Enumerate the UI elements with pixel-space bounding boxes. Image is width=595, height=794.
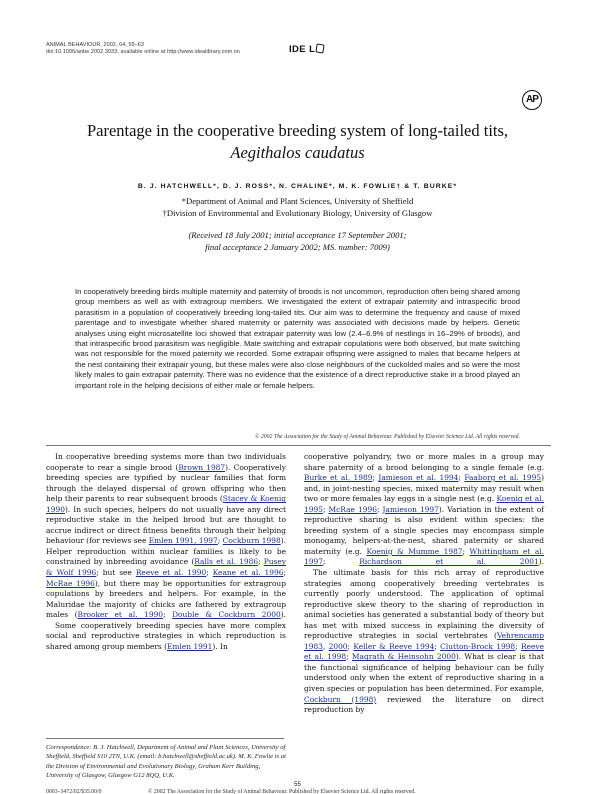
correspondence-note: Correspondence: B. J. Hatchwell, Department of Animal and Plant Sciences, University of Sheffield, Sheffield S10 2TN, U.K. (email: b.hatchwell@sheffield.ac.uk). M. K. Fowlie is at the Division of Environmental and Evolutionary Biology, Graham Kerr Building, University of Glasgow, Glasgow G12 8QQ, U.K. xyxy=(46,744,286,780)
citation-link[interactable]: Clutton-Brock 1998 xyxy=(440,641,516,651)
citation-link[interactable]: Whittingham et al. 1997 xyxy=(304,546,545,567)
citation-link[interactable]: Koenig & Mumme 1987 xyxy=(366,546,463,556)
authors: B. J. HATCHWELL*, D. J. ROSS*, N. CHALINE*, M. K. FOWLIE† & T. BURKE* xyxy=(137,183,458,190)
body-text: ; xyxy=(163,610,173,620)
body-text: ; xyxy=(283,568,286,578)
body-text: ; xyxy=(322,504,329,514)
footer-code: 0003–3472/02/$35.00/0 xyxy=(46,789,102,794)
body-text: ). In such species, helpers do not usually have any direct reproductive stake in the helped brood but are thought to accrue indirect or direct fitness benefits through their helping behaviour (for reviews see xyxy=(46,504,286,546)
body-text: ; xyxy=(258,557,264,567)
body-text: ), but there may be opportunities for extragroup copulations by breeders and helpers. For example, in the Maluridae the majority of chicks are fathered by extragroup males ( xyxy=(46,578,286,620)
citation-link[interactable]: Reeve et al. 1990 xyxy=(135,568,207,578)
body-text: ; xyxy=(515,641,521,651)
body-text: ). xyxy=(280,610,286,620)
body-text: ; xyxy=(462,546,470,556)
ap-logo: AP xyxy=(522,90,542,110)
affiliation-2: †Division of Environmental and Evolutionary Biology, University of Glasgow xyxy=(162,208,433,218)
citation-link[interactable]: Cockburn (1998) xyxy=(304,694,377,704)
title-species: Aegithalos caudatus xyxy=(230,143,365,162)
citation-link[interactable]: Vehrencamp 1983 xyxy=(304,631,544,651)
citation-link[interactable]: McRae 1996 xyxy=(46,578,95,588)
citation-link[interactable]: Emlen 1991, 1997 xyxy=(148,536,218,546)
body-text: The ultimate basis for this rich array of reproductive strategies among cooperatively breeding vertebrates is currently poorly understood. The application of optimal reproductive skew theory to the sharing of reproduction in animal societies has generated a substantial body of theory but has met with mixed success in explaining the diversity of reproductive strategies in social vertebrates ( xyxy=(304,568,544,641)
body-text: ). What is clear is that the functional significance of helping behaviour can be fully understood only when the extent of reproductive sharing in a given species or population has been determined. For example, xyxy=(304,652,544,694)
body-text: ). Variation in the extent of reproductive sharing is also evident within species: the breeding system of a single species may encompass simple monogamy, helpers-at-the-nest, shared paternity or shared maternity (e.g. xyxy=(304,504,544,556)
body-text: ; but see xyxy=(96,568,136,578)
citation-link[interactable]: Pusey & Wolf 1996 xyxy=(46,557,286,578)
citation-link[interactable]: Jamieson 1997 xyxy=(382,504,439,514)
body-text: ; xyxy=(206,568,213,578)
received-line-1: (Received 18 July 2001; initial acceptance 17 September 2001; xyxy=(188,230,407,240)
doi-line: doi:10.1006/anbe.2002.3033, available online at http://www.idealibrary.com on xyxy=(46,49,241,56)
right-paragraph-1 xyxy=(304,452,544,568)
ideal-logo xyxy=(289,44,324,55)
citation-link[interactable]: McRae 1996 xyxy=(328,504,377,514)
body-text: ). Helper reproduction within nuclear families is likely to be constrained by inbreeding avoidance ( xyxy=(46,536,286,567)
correspondence-divider xyxy=(46,738,284,739)
citation-link[interactable]: Brooker et al. 1990 xyxy=(77,610,164,620)
citation-link[interactable]: Emlen 1991 xyxy=(167,641,213,651)
body-text: , xyxy=(322,641,329,651)
body-text: ). xyxy=(538,557,545,567)
citation-link[interactable]: Richardson et al. 2001 xyxy=(359,557,539,567)
left-column xyxy=(46,452,286,652)
citation-link[interactable]: Cockburn 1998 xyxy=(222,536,281,546)
body-text: ). Cooperatively breeding species are typified by nuclear families that form through the delayed dispersal of grown offspring who then help their parents to rear subsequent broods ( xyxy=(46,462,286,504)
citation-link[interactable]: Double & Cockburn 2000 xyxy=(172,610,281,620)
citation-link[interactable]: Magrath & Heinsohn 2000 xyxy=(351,652,456,662)
body-text: ; xyxy=(376,504,383,514)
body-text: In cooperative breeding systems more than two individuals cooperate to rear a single brood ( xyxy=(46,452,286,472)
citation-link[interactable]: Burke et al. 1989 xyxy=(304,473,373,483)
citation-link[interactable]: Stacey & Koenig 1990 xyxy=(46,494,286,514)
citation-link[interactable]: Koenig et al. 1995 xyxy=(304,494,544,514)
citation-link[interactable]: 2000 xyxy=(328,641,348,651)
journal-citation: ANIMAL BEHAVIOUR, 2002, 64, 55–63 xyxy=(46,42,144,48)
affiliation-1: *Department of Animal and Plant Sciences, University of Sheffield xyxy=(181,196,414,206)
body-text: ; xyxy=(458,473,465,483)
footer-copyright: © 2002 The Association for the Study of Animal Behaviour. Published by Elsevier Science Ltd. All rights reserved. xyxy=(148,789,416,794)
abstract-divider xyxy=(46,445,551,446)
right-column xyxy=(304,452,544,716)
body-text: ; xyxy=(347,641,354,651)
article-title xyxy=(40,120,555,164)
right-paragraph-2 xyxy=(304,568,544,716)
body-text: ; xyxy=(217,536,223,546)
citation-link[interactable]: Faaborg et al. 1995 xyxy=(464,473,542,483)
body-text: cooperative polyandry, two or more males in a group may share paternity of a brood belonging to a single female (e.g. xyxy=(304,452,544,472)
citation-link[interactable]: Jamieson et al. 1994 xyxy=(378,473,459,483)
body-text: ; xyxy=(372,473,379,483)
body-text: reviewed the literature on direct reproduction by xyxy=(304,694,544,715)
ideal-logo-text: IDE L xyxy=(289,44,316,55)
body-text: ; xyxy=(434,641,441,651)
citation-link[interactable]: Keane et al. 1996 xyxy=(212,568,284,578)
body-text: ) and, in joint-nesting species, mixed maternity may result when two or more females lay eggs in a single nest (e.g. xyxy=(304,473,545,504)
abstract: In cooperatively breeding birds multiple maternity and paternity of broods is not uncommon, reproduction often being shared among group members as well as with extragroup members. We investigated the extent of extrapair paternity and intraspecific brood parasitism in a population of cooperatively breeding long-tailed tits. Our aim was to determine the frequency and cause of mixed parentage and to investigate whether shared maternity or paternity was associated with decisions made by helpers. Genetic analyses using eight microsatellite loci showed that extrapair paternity was low (2.4–6.9% of nestlings in 16–29% of broods), and that intraspecific brood parasitism was negligible. Mate switching and extrapair copulations were both observed, but mate switching was not responsible for the mixed paternity we recorded. Some extrapair offspring were assigned to males that became helpers at the nest containing their extrapair young, but these males were also close neighbours of the cuckolded males and so were the most likely males to gain extrapair paternity. There was no evidence that the existence of a direct reproductive stake in a brood played an important role in the helping decisions of either male or female helpers. xyxy=(75,287,520,390)
citation-link[interactable]: Brown 1987 xyxy=(178,462,226,472)
citation-link[interactable]: Ralls et al. 1986 xyxy=(194,557,259,567)
ideal-mark-icon xyxy=(316,43,325,53)
body-text: ). In xyxy=(212,641,228,651)
left-paragraph-2 xyxy=(46,621,286,653)
left-paragraph-1 xyxy=(46,452,286,621)
abstract-copyright: © 2002 The Association for the Study of Animal Behaviour. Published by Elsevier Science Ltd. All rights reserved. xyxy=(254,434,520,440)
citation-link[interactable]: Keller & Reeve 1994 xyxy=(353,641,435,651)
page-number: 55 xyxy=(294,782,301,788)
title-line-1: Parentage in the cooperative breeding system of long-tailed tits, xyxy=(86,121,509,140)
body-text: Some cooperatively breeding species have more complex social and reproductive strategies in which reproduction is shared among group members ( xyxy=(46,620,286,651)
citation-link[interactable]: Reeve et al. 1998 xyxy=(304,641,544,662)
body-text: ; xyxy=(322,557,360,567)
body-text: ; xyxy=(346,652,352,662)
received-line-2: final acceptance 2 January 2002; MS. number: 7009) xyxy=(205,242,390,252)
